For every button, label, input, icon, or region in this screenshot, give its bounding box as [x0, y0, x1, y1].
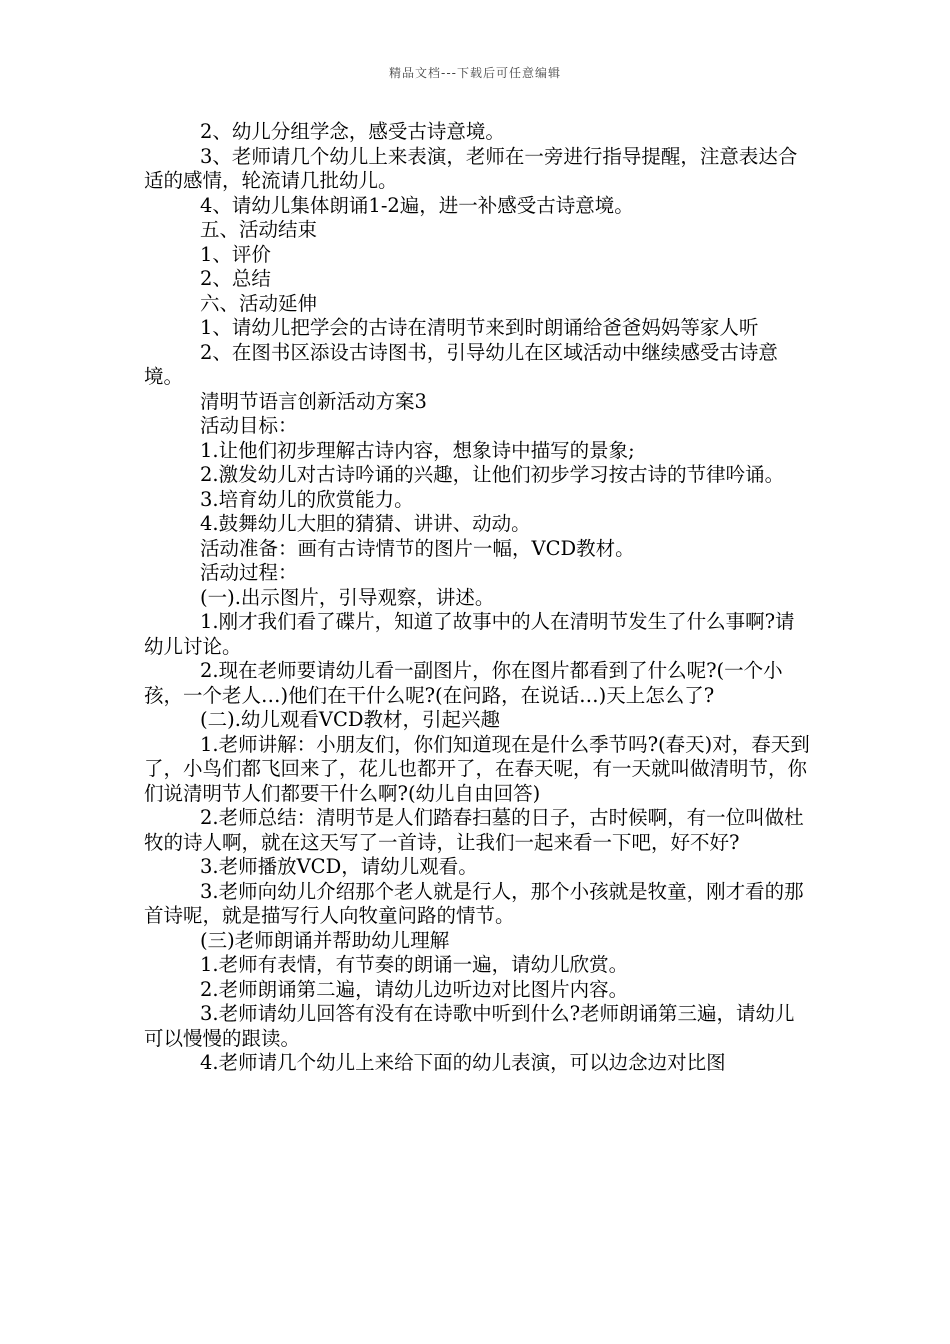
paragraph: 2.老师总结：清明节是人们踏春扫墓的日子，古时候啊，有一位叫做杜牧的诗人啊，就在这天写了一首诗，让我们一起来看一下吧，好不好? [144, 806, 804, 854]
paragraph: 2.现在老师要请幼儿看一副图片，你在图片都看到了什么呢?(一个小孩，一个老人…)他们在干什么呢?(在问路，在说话…)天上怎么了? [144, 659, 783, 707]
section-heading: 活动过程： [200, 561, 298, 584]
paragraph: 1、评价 [200, 242, 271, 266]
paragraph: 3.老师播放VCD，请幼儿观看。 [200, 855, 478, 878]
paragraph: 3.老师向幼儿介绍那个老人就是行人，那个小孩就是牧童，刚才看的那首诗呢，就是描写行人向牧童问路的情节。 [144, 879, 804, 927]
document-title: 清明节语言创新活动方案3 [200, 389, 427, 413]
paragraph: 3、老师请几个幼儿上来表演，老师在一旁进行指导提醒，注意表达合适的感情，轮流请几批幼儿。 [144, 144, 798, 192]
subsection-heading: (二).幼儿观看VCD教材，引起兴趣 [200, 708, 501, 731]
paragraph: 4、请幼儿集体朗诵1-2遍，进一补感受古诗意境。 [200, 193, 634, 217]
section-heading: 六、活动延伸 [200, 291, 318, 315]
paragraph: 2、幼儿分组学念，感受古诗意境。 [200, 120, 505, 143]
paragraph: 1.让他们初步理解古诗内容，想象诗中描写的景象; [200, 438, 635, 462]
paragraph: 2.激发幼儿对古诗吟诵的兴趣，让他们初步学习按古诗的节律吟诵。 [200, 463, 785, 486]
paragraph: 2、在图书区添设古诗图书，引导幼儿在区域活动中继续感受古诗意境。 [144, 340, 778, 388]
paragraph: 2、总结 [200, 267, 271, 290]
subsection-heading: (三)老师朗诵并帮助幼儿理解 [200, 928, 450, 952]
paragraph: 1.刚才我们看了碟片，知道了故事中的人在清明节发生了什么事啊?请幼儿讨论。 [144, 610, 795, 658]
paragraph: 2.老师朗诵第二遍，请幼儿边听边对比图片内容。 [200, 977, 629, 1001]
paragraph: 活动准备：画有古诗情节的图片一幅，VCD教材。 [200, 536, 635, 560]
section-heading: 五、活动结束 [200, 218, 318, 241]
paragraph: 4.老师请几个幼儿上来给下面的幼儿表演，可以边念边对比图 [200, 1051, 726, 1074]
paragraph: 1.老师讲解：小朋友们，你们知道现在是什么季节吗?(春天)对，春天到了，小鸟们都飞回来了，花儿也都开了，在春天呢，有一天就叫做清明节，你们说清明节人们都要干什么啊?(幼儿自由回答) [144, 732, 810, 805]
document-body [144, 120, 812, 1076]
paragraph: 3.培育幼儿的欣赏能力。 [200, 487, 414, 511]
paragraph: 3.老师请幼儿回答有没有在诗歌中听到什么?老师朗诵第三遍，请幼儿可以慢慢的跟读。 [144, 1002, 795, 1050]
section-heading: 活动目标： [200, 414, 298, 437]
paragraph: 1.老师有表情，有节奏的朗诵一遍，请幼儿欣赏。 [200, 953, 629, 976]
paragraph: 4.鼓舞幼儿大胆的猜猜、讲讲、动动。 [200, 512, 531, 535]
subsection-heading: (一).出示图片，引导观察，讲述。 [200, 585, 495, 609]
page-header: 精品文档---下载后可任意编辑 [389, 66, 561, 80]
paragraph: 1、请幼儿把学会的古诗在清明节来到时朗诵给爸爸妈妈等家人听 [200, 316, 759, 339]
